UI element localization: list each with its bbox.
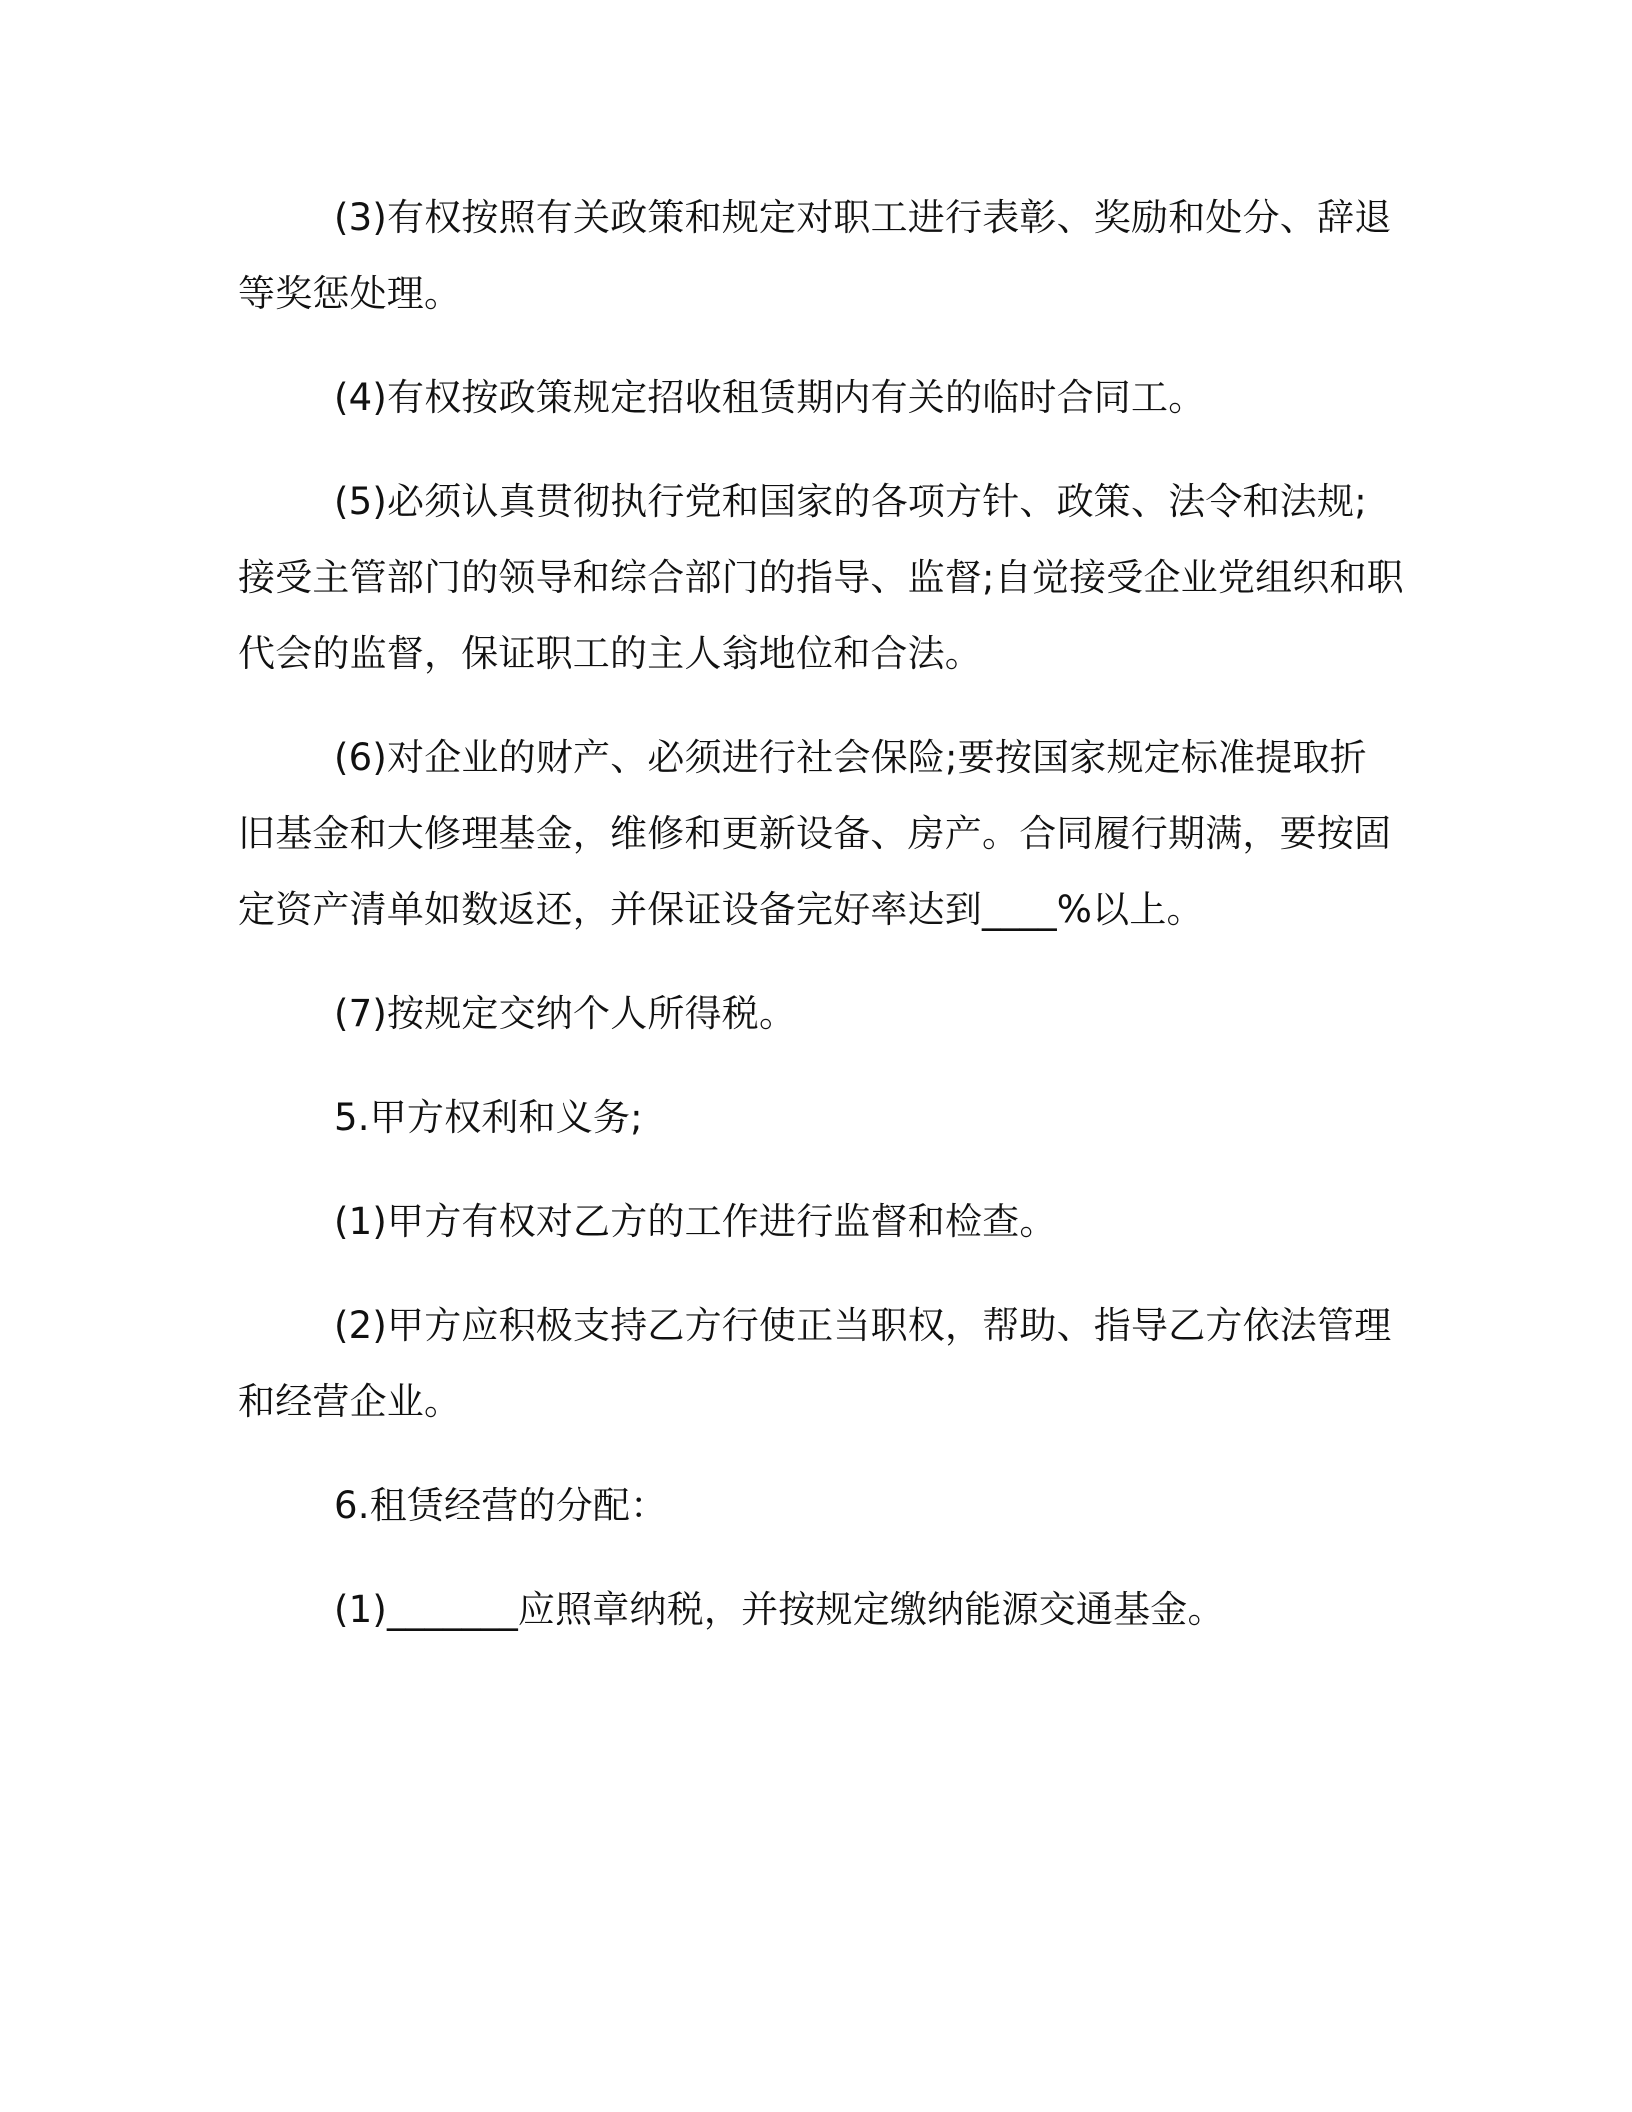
section-5-heading: 5.甲方权利和义务; xyxy=(334,1096,643,1139)
paragraph-5-policy-compliance: (5)必须认真贯彻执行党和国家的各项方针、政策、法令和法规;接受主管部门的领导和综合部门的指导、监督;自觉接受企业党组织和职代会的监督，保证职工的主人翁地位和合法。 xyxy=(238,480,1404,675)
section-6-item-1: (1)_______应照章纳税，并按规定缴纳能源交通基金。 xyxy=(334,1588,1225,1631)
section-6-heading: 6.租赁经营的分配： xyxy=(334,1484,668,1527)
paragraph-3-rewards-punishments: (3)有权按照有关政策和规定对职工进行表彰、奖励和处分、辞退等奖惩处理。 xyxy=(238,196,1392,315)
section-5-item-1: (1)甲方有权对乙方的工作进行监督和检查。 xyxy=(334,1200,1057,1243)
section-5-item-2: (2)甲方应积极支持乙方行使正当职权，帮助、指导乙方依法管理和经营企业。 xyxy=(238,1304,1392,1423)
paragraph-4-temporary-workers: (4)有权按政策规定招收租赁期内有关的临时合同工。 xyxy=(334,376,1206,419)
paragraph-7-income-tax: (7)按规定交纳个人所得税。 xyxy=(334,992,797,1035)
document-page xyxy=(238,180,1404,1648)
paragraph-6-asset-insurance: (6)对企业的财产、必须进行社会保险;要按国家规定标准提取折旧基金和大修理基金，维修和更新设备、房产。合同履行期满，要按固定资产清单如数返还，并保证设备完好率达到____%以上。 xyxy=(238,736,1392,931)
